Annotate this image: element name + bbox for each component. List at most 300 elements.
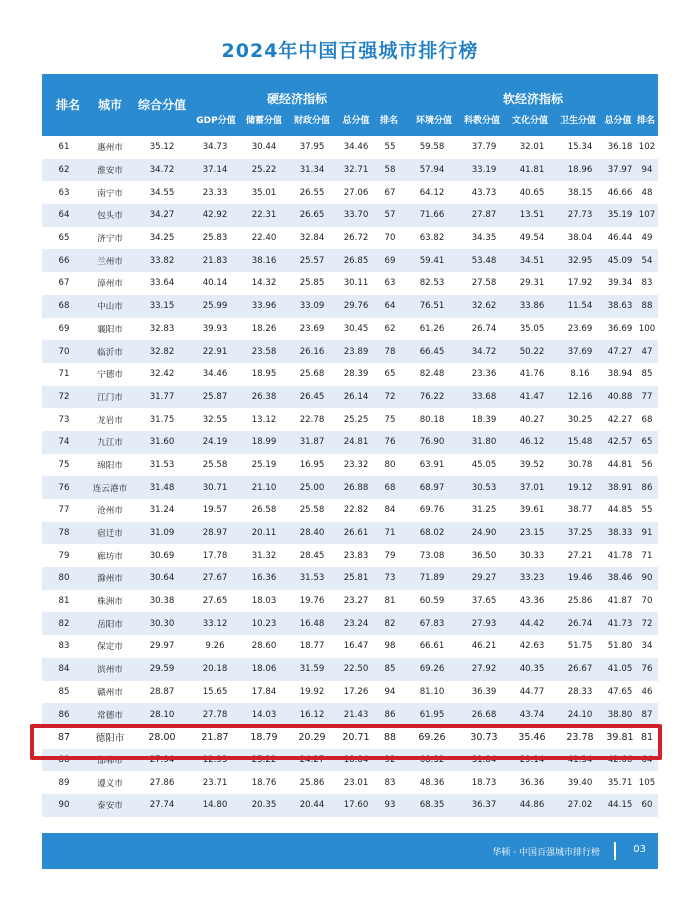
cell-composite: 30.69 [134, 544, 190, 567]
table-row [42, 386, 658, 409]
table-row [42, 340, 658, 363]
cell-composite: 27.94 [134, 749, 190, 772]
cell-environment: 60.59 [404, 590, 460, 613]
cell-soft-total: 40.88 [604, 386, 636, 409]
cell-city: 连云港市 [86, 476, 134, 499]
cell-soft-total: 45.09 [604, 249, 636, 272]
cell-fiscal: 20.44 [288, 794, 336, 817]
cell-fiscal: 25.86 [288, 771, 336, 794]
cell-composite: 32.83 [134, 318, 190, 341]
table-row [42, 454, 658, 477]
cell-city: 襄阳市 [86, 318, 134, 341]
cell-gdp: 25.99 [190, 295, 240, 318]
cell-rank: 68 [42, 295, 86, 318]
cell-gdp: 30.71 [190, 476, 240, 499]
cell-culture: 44.77 [508, 681, 556, 704]
cell-culture: 29.14 [508, 749, 556, 772]
cell-gdp: 24.19 [190, 431, 240, 454]
table-row [42, 681, 658, 704]
cell-fiscal: 22.78 [288, 408, 336, 431]
cell-science: 31.84 [460, 749, 508, 772]
cell-health: 19.12 [556, 476, 604, 499]
cell-soft-rank: 47 [636, 340, 658, 363]
cell-composite: 30.64 [134, 567, 190, 590]
cell-fiscal: 19.92 [288, 681, 336, 704]
cell-environment: 71.89 [404, 567, 460, 590]
cell-health: 23.78 [556, 726, 604, 749]
cell-city: 绵阳市 [86, 454, 134, 477]
cell-rank: 63 [42, 181, 86, 204]
cell-health: 25.86 [556, 590, 604, 613]
cell-fiscal: 31.53 [288, 567, 336, 590]
cell-hard-rank: 72 [376, 386, 404, 409]
cell-savings: 10.23 [240, 612, 288, 635]
cell-savings: 13.12 [240, 408, 288, 431]
cell-savings: 17.84 [240, 681, 288, 704]
cell-science: 33.68 [460, 386, 508, 409]
cell-gdp: 34.73 [190, 136, 240, 159]
table-header [42, 74, 658, 136]
cell-science: 30.73 [460, 726, 508, 749]
header-soft-rank: 排名 [636, 116, 655, 126]
cell-rank: 87 [42, 726, 86, 749]
cell-rank: 84 [42, 658, 86, 681]
cell-soft-rank: 64 [636, 749, 658, 772]
cell-soft-rank: 49 [636, 227, 658, 250]
table-row [42, 204, 658, 227]
cell-fiscal: 23.69 [288, 318, 336, 341]
cell-health: 23.69 [556, 318, 604, 341]
cell-composite: 29.59 [134, 658, 190, 681]
cell-fiscal: 31.87 [288, 431, 336, 454]
cell-rank: 65 [42, 227, 86, 250]
cell-fiscal: 26.55 [288, 181, 336, 204]
cell-rank: 86 [42, 703, 86, 726]
cell-culture: 46.12 [508, 431, 556, 454]
cell-hard-total: 28.39 [336, 363, 376, 386]
cell-soft-total: 42.57 [604, 431, 636, 454]
table-row [42, 136, 658, 159]
cell-city: 宁德市 [86, 363, 134, 386]
cell-environment: 66.61 [404, 635, 460, 658]
cell-hard-total: 22.50 [336, 658, 376, 681]
cell-rank: 78 [42, 522, 86, 545]
cell-savings: 25.22 [240, 749, 288, 772]
cell-rank: 64 [42, 204, 86, 227]
cell-composite: 33.15 [134, 295, 190, 318]
cell-soft-total: 41.87 [604, 590, 636, 613]
cell-soft-total: 41.78 [604, 544, 636, 567]
table-row [42, 703, 658, 726]
cell-health: 41.34 [556, 749, 604, 772]
cell-soft-rank: 91 [636, 522, 658, 545]
cell-composite: 27.86 [134, 771, 190, 794]
cell-rank: 82 [42, 612, 86, 635]
cell-savings: 18.95 [240, 363, 288, 386]
cell-gdp: 23.33 [190, 181, 240, 204]
cell-city: 邯郸市 [86, 749, 134, 772]
cell-science: 37.65 [460, 590, 508, 613]
cell-soft-rank: 72 [636, 612, 658, 635]
cell-soft-total: 42.27 [604, 408, 636, 431]
cell-hard-total: 25.25 [336, 408, 376, 431]
cell-savings: 18.99 [240, 431, 288, 454]
cell-hard-total: 22.82 [336, 499, 376, 522]
cell-science: 23.36 [460, 363, 508, 386]
cell-hard-total: 34.46 [336, 136, 376, 159]
cell-city: 廊坊市 [86, 544, 134, 567]
cell-health: 51.75 [556, 635, 604, 658]
cell-soft-rank: 54 [636, 249, 658, 272]
cell-health: 38.04 [556, 227, 604, 250]
cell-fiscal: 31.34 [288, 159, 336, 182]
cell-health: 12.16 [556, 386, 604, 409]
cell-rank: 73 [42, 408, 86, 431]
header-soft-group: 软经济指标 [502, 92, 563, 106]
cell-science: 53.48 [460, 249, 508, 272]
cell-health: 27.21 [556, 544, 604, 567]
cell-hard-total: 23.24 [336, 612, 376, 635]
cell-composite: 28.87 [134, 681, 190, 704]
cell-environment: 68.35 [404, 794, 460, 817]
cell-hard-total: 29.76 [336, 295, 376, 318]
cell-rank: 80 [42, 567, 86, 590]
cell-health: 26.74 [556, 612, 604, 635]
cell-city: 九江市 [86, 431, 134, 454]
cell-hard-rank: 63 [376, 272, 404, 295]
cell-composite: 31.24 [134, 499, 190, 522]
cell-hard-total: 33.70 [336, 204, 376, 227]
cell-savings: 16.36 [240, 567, 288, 590]
cell-culture: 23.15 [508, 522, 556, 545]
cell-savings: 33.96 [240, 295, 288, 318]
cell-culture: 33.86 [508, 295, 556, 318]
cell-gdp: 12.93 [190, 749, 240, 772]
cell-soft-total: 44.85 [604, 499, 636, 522]
cell-hard-total: 26.85 [336, 249, 376, 272]
cell-science: 34.72 [460, 340, 508, 363]
cell-rank: 77 [42, 499, 86, 522]
cell-soft-rank: 86 [636, 476, 658, 499]
cell-science: 27.58 [460, 272, 508, 295]
table-row [42, 181, 658, 204]
cell-fiscal: 25.58 [288, 499, 336, 522]
cell-fiscal: 32.84 [288, 227, 336, 250]
cell-science: 32.62 [460, 295, 508, 318]
table-row [42, 227, 658, 250]
cell-hard-rank: 55 [376, 136, 404, 159]
cell-culture: 35.05 [508, 318, 556, 341]
cell-rank: 62 [42, 159, 86, 182]
cell-hard-total: 23.01 [336, 771, 376, 794]
cell-gdp: 34.46 [190, 363, 240, 386]
cell-health: 15.34 [556, 136, 604, 159]
cell-science: 45.05 [460, 454, 508, 477]
cell-science: 43.73 [460, 181, 508, 204]
cell-soft-total: 46.66 [604, 181, 636, 204]
cell-environment: 67.83 [404, 612, 460, 635]
cell-soft-total: 41.05 [604, 658, 636, 681]
cell-culture: 42.63 [508, 635, 556, 658]
cell-culture: 49.54 [508, 227, 556, 250]
cell-city: 常德市 [86, 703, 134, 726]
cell-science: 29.27 [460, 567, 508, 590]
cell-science: 46.21 [460, 635, 508, 658]
cell-gdp: 14.80 [190, 794, 240, 817]
cell-city: 兰州市 [86, 249, 134, 272]
cell-soft-rank: 102 [636, 136, 658, 159]
cell-gdp: 23.71 [190, 771, 240, 794]
cell-fiscal: 25.68 [288, 363, 336, 386]
cell-city: 江门市 [86, 386, 134, 409]
cell-composite: 34.27 [134, 204, 190, 227]
cell-composite: 31.75 [134, 408, 190, 431]
cell-hard-rank: 92 [376, 749, 404, 772]
footer [42, 833, 658, 869]
cell-health: 30.78 [556, 454, 604, 477]
cell-fiscal: 26.65 [288, 204, 336, 227]
cell-culture: 34.51 [508, 249, 556, 272]
cell-composite: 32.42 [134, 363, 190, 386]
header-science: 科教分值 [463, 116, 500, 126]
cell-city: 临沂市 [86, 340, 134, 363]
cell-rank: 61 [42, 136, 86, 159]
cell-science: 27.92 [460, 658, 508, 681]
cell-rank: 72 [42, 386, 86, 409]
cell-soft-rank: 46 [636, 681, 658, 704]
cell-hard-total: 16.47 [336, 635, 376, 658]
cell-culture: 37.01 [508, 476, 556, 499]
cell-soft-rank: 56 [636, 454, 658, 477]
page-title: 2024年中国百强城市排行榜 [221, 40, 479, 62]
cell-science: 36.37 [460, 794, 508, 817]
cell-culture: 39.61 [508, 499, 556, 522]
cell-health: 27.73 [556, 204, 604, 227]
cell-science: 26.68 [460, 703, 508, 726]
cell-city: 保定市 [86, 635, 134, 658]
cell-composite: 30.30 [134, 612, 190, 635]
cell-soft-rank: 94 [636, 159, 658, 182]
cell-hard-rank: 86 [376, 703, 404, 726]
cell-fiscal: 26.45 [288, 386, 336, 409]
cell-soft-total: 46.44 [604, 227, 636, 250]
cell-hard-total: 23.32 [336, 454, 376, 477]
cell-fiscal: 20.29 [288, 726, 336, 749]
cell-environment: 68.02 [404, 522, 460, 545]
header-soft-total: 总分值 [604, 116, 632, 126]
cell-rank: 66 [42, 249, 86, 272]
cell-environment: 76.51 [404, 295, 460, 318]
cell-gdp: 33.12 [190, 612, 240, 635]
cell-hard-rank: 81 [376, 590, 404, 613]
cell-soft-total: 37.97 [604, 159, 636, 182]
cell-hard-rank: 88 [376, 726, 404, 749]
cell-gdp: 27.67 [190, 567, 240, 590]
cell-hard-total: 21.43 [336, 703, 376, 726]
cell-rank: 90 [42, 794, 86, 817]
cell-savings: 18.79 [240, 726, 288, 749]
cell-health: 24.10 [556, 703, 604, 726]
cell-hard-rank: 80 [376, 454, 404, 477]
cell-health: 39.40 [556, 771, 604, 794]
cell-environment: 63.82 [404, 227, 460, 250]
cell-environment: 76.90 [404, 431, 460, 454]
cell-gdp: 42.92 [190, 204, 240, 227]
cell-city: 龙岩市 [86, 408, 134, 431]
cell-science: 31.80 [460, 431, 508, 454]
cell-health: 26.67 [556, 658, 604, 681]
cell-environment: 73.08 [404, 544, 460, 567]
cell-rank: 75 [42, 454, 86, 477]
cell-hard-rank: 68 [376, 476, 404, 499]
cell-soft-rank: 85 [636, 363, 658, 386]
cell-hard-rank: 93 [376, 794, 404, 817]
cell-soft-rank: 107 [636, 204, 658, 227]
cell-gdp: 27.65 [190, 590, 240, 613]
cell-savings: 30.44 [240, 136, 288, 159]
cell-environment: 61.95 [404, 703, 460, 726]
cell-rank: 81 [42, 590, 86, 613]
cell-hard-rank: 85 [376, 658, 404, 681]
cell-soft-rank: 55 [636, 499, 658, 522]
cell-science: 31.25 [460, 499, 508, 522]
cell-environment: 80.18 [404, 408, 460, 431]
cell-environment: 66.45 [404, 340, 460, 363]
cell-culture: 40.27 [508, 408, 556, 431]
cell-science: 24.90 [460, 522, 508, 545]
cell-hard-rank: 57 [376, 204, 404, 227]
cell-gdp: 37.14 [190, 159, 240, 182]
cell-culture: 41.47 [508, 386, 556, 409]
cell-city: 岳阳市 [86, 612, 134, 635]
cell-gdp: 40.14 [190, 272, 240, 295]
table-row [42, 522, 658, 545]
cell-culture: 36.36 [508, 771, 556, 794]
cell-hard-total: 26.14 [336, 386, 376, 409]
cell-composite: 27.74 [134, 794, 190, 817]
cell-savings: 22.40 [240, 227, 288, 250]
cell-culture: 40.65 [508, 181, 556, 204]
cell-savings: 18.26 [240, 318, 288, 341]
cell-savings: 14.03 [240, 703, 288, 726]
cell-hard-rank: 79 [376, 544, 404, 567]
cell-gdp: 32.55 [190, 408, 240, 431]
cell-gdp: 25.87 [190, 386, 240, 409]
table-row [42, 658, 658, 681]
cell-environment: 69.26 [404, 726, 460, 749]
cell-city: 中山市 [86, 295, 134, 318]
cell-health: 28.33 [556, 681, 604, 704]
cell-hard-rank: 84 [376, 499, 404, 522]
footer-text: 华顿 · 中国百强城市排行榜 [492, 848, 600, 858]
cell-soft-rank: 77 [636, 386, 658, 409]
cell-composite: 28.00 [134, 726, 190, 749]
cell-culture: 33.23 [508, 567, 556, 590]
cell-culture: 39.52 [508, 454, 556, 477]
table-row [42, 431, 658, 454]
cell-soft-total: 47.65 [604, 681, 636, 704]
cell-health: 37.69 [556, 340, 604, 363]
cell-fiscal: 16.48 [288, 612, 336, 635]
cell-soft-rank: 90 [636, 567, 658, 590]
table-row [42, 794, 658, 817]
cell-science: 37.79 [460, 136, 508, 159]
cell-culture: 30.33 [508, 544, 556, 567]
cell-hard-rank: 82 [376, 612, 404, 635]
cell-health: 38.15 [556, 181, 604, 204]
table-row [42, 635, 658, 658]
cell-gdp: 25.58 [190, 454, 240, 477]
page-number: 03 [633, 844, 646, 855]
cell-fiscal: 25.85 [288, 272, 336, 295]
cell-culture: 40.35 [508, 658, 556, 681]
cell-environment: 69.76 [404, 499, 460, 522]
cell-hard-total: 25.81 [336, 567, 376, 590]
cell-fiscal: 26.16 [288, 340, 336, 363]
cell-hard-rank: 78 [376, 340, 404, 363]
cell-environment: 68.32 [404, 749, 460, 772]
cell-hard-total: 26.61 [336, 522, 376, 545]
cell-gdp: 27.78 [190, 703, 240, 726]
cell-gdp: 39.93 [190, 318, 240, 341]
highlight-box [30, 724, 662, 760]
cell-savings: 18.03 [240, 590, 288, 613]
cell-composite: 32.82 [134, 340, 190, 363]
cell-health: 32.95 [556, 249, 604, 272]
cell-city: 泰安市 [86, 794, 134, 817]
cell-composite: 31.60 [134, 431, 190, 454]
cell-environment: 76.22 [404, 386, 460, 409]
header-environment: 环境分值 [415, 116, 452, 126]
cell-environment: 63.91 [404, 454, 460, 477]
cell-soft-total: 35.19 [604, 204, 636, 227]
cell-savings: 25.19 [240, 454, 288, 477]
cell-hard-total: 30.45 [336, 318, 376, 341]
cell-health: 19.46 [556, 567, 604, 590]
cell-hard-total: 23.89 [336, 340, 376, 363]
cell-soft-rank: 65 [636, 431, 658, 454]
cell-composite: 30.38 [134, 590, 190, 613]
cell-fiscal: 33.09 [288, 295, 336, 318]
cell-city: 德阳市 [86, 726, 134, 749]
cell-rank: 67 [42, 272, 86, 295]
cell-hard-rank: 71 [376, 522, 404, 545]
cell-composite: 31.09 [134, 522, 190, 545]
header-savings: 储蓄分值 [245, 116, 282, 126]
cell-hard-rank: 69 [376, 249, 404, 272]
cell-soft-rank: 34 [636, 635, 658, 658]
cell-rank: 88 [42, 749, 86, 772]
cell-composite: 31.77 [134, 386, 190, 409]
cell-soft-total: 35.71 [604, 771, 636, 794]
cell-culture: 41.76 [508, 363, 556, 386]
cell-soft-total: 39.81 [604, 726, 636, 749]
cell-environment: 68.97 [404, 476, 460, 499]
cell-gdp: 15.65 [190, 681, 240, 704]
cell-city: 南宁市 [86, 181, 134, 204]
cell-health: 18.96 [556, 159, 604, 182]
cell-science: 26.74 [460, 318, 508, 341]
cell-health: 37.25 [556, 522, 604, 545]
cell-savings: 14.32 [240, 272, 288, 295]
table-row [42, 476, 658, 499]
cell-hard-rank: 62 [376, 318, 404, 341]
cell-hard-total: 24.81 [336, 431, 376, 454]
header-hard-total: 总分值 [342, 116, 370, 126]
cell-savings: 21.10 [240, 476, 288, 499]
cell-soft-total: 51.80 [604, 635, 636, 658]
cell-gdp: 28.97 [190, 522, 240, 545]
